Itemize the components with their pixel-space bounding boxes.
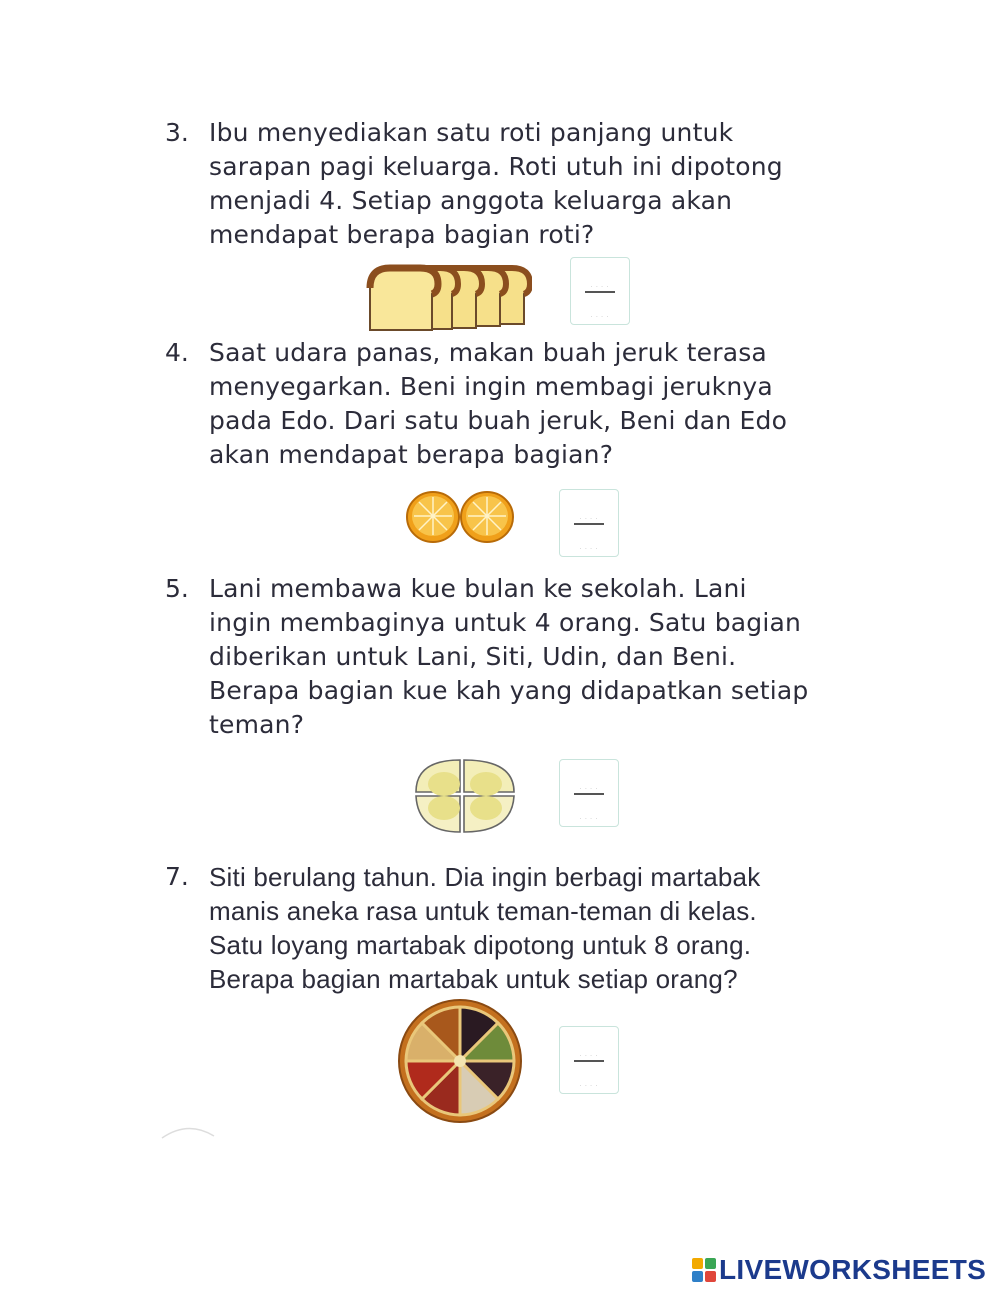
liveworksheets-logo-icon xyxy=(692,1258,716,1282)
mooncake-icon xyxy=(410,752,520,836)
question-number: 3. xyxy=(165,118,189,147)
question-number: 4. xyxy=(165,338,189,367)
fraction-line xyxy=(574,1060,604,1062)
question-3 xyxy=(165,116,845,252)
fraction-line xyxy=(574,523,604,525)
fraction-line xyxy=(585,291,615,293)
martabak-icon xyxy=(396,997,524,1125)
answer-fraction-box[interactable]: · · · · · · · · xyxy=(559,1026,619,1094)
question-number: 7. xyxy=(165,862,189,891)
question-7 xyxy=(165,860,845,996)
question-number: 5. xyxy=(165,574,189,603)
answer-fraction-box[interactable]: · · · · · · · · xyxy=(559,759,619,827)
question-text: Siti berulang tahun. Dia ingin berbagi martabak manis aneka rasa untuk teman-teman di kelas. Satu loyang martabak dipotong untuk 8 orang. Berapa bagian martabak untuk setiap orang? xyxy=(209,862,761,994)
question-4 xyxy=(165,336,845,472)
question-5 xyxy=(165,572,845,742)
answer-fraction-box[interactable]: · · · · · · · · xyxy=(559,489,619,557)
fraction-line xyxy=(574,793,604,795)
question-text: Lani membawa kue bulan ke sekolah. Lani ingin membaginya untuk 4 orang. Satu bagian diberikan untuk Lani, Siti, Udin, dan Beni. Berapa bagian kue kah yang didapatkan setiap teman? xyxy=(209,574,809,739)
orange-halves-icon xyxy=(405,488,515,546)
brand-name: LIVEWORKSHEETS xyxy=(719,1254,987,1285)
bread-slices-icon xyxy=(366,262,532,332)
liveworksheets-brand[interactable] xyxy=(692,1255,986,1285)
question-text: Saat udara panas, makan buah jeruk terasa menyegarkan. Beni ingin membagi jeruknya pada Edo. Dari satu buah jeruk, Beni dan Edo akan mendapat berapa bagian? xyxy=(209,338,788,469)
page-edge-arc xyxy=(160,1124,216,1140)
question-text: Ibu menyediakan satu roti panjang untuk sarapan pagi keluarga. Roti utuh ini dipotong menjadi 4. Setiap anggota keluarga akan mendapat berapa bagian roti? xyxy=(209,118,783,249)
answer-fraction-box[interactable]: · · · · · · · · xyxy=(570,257,630,325)
